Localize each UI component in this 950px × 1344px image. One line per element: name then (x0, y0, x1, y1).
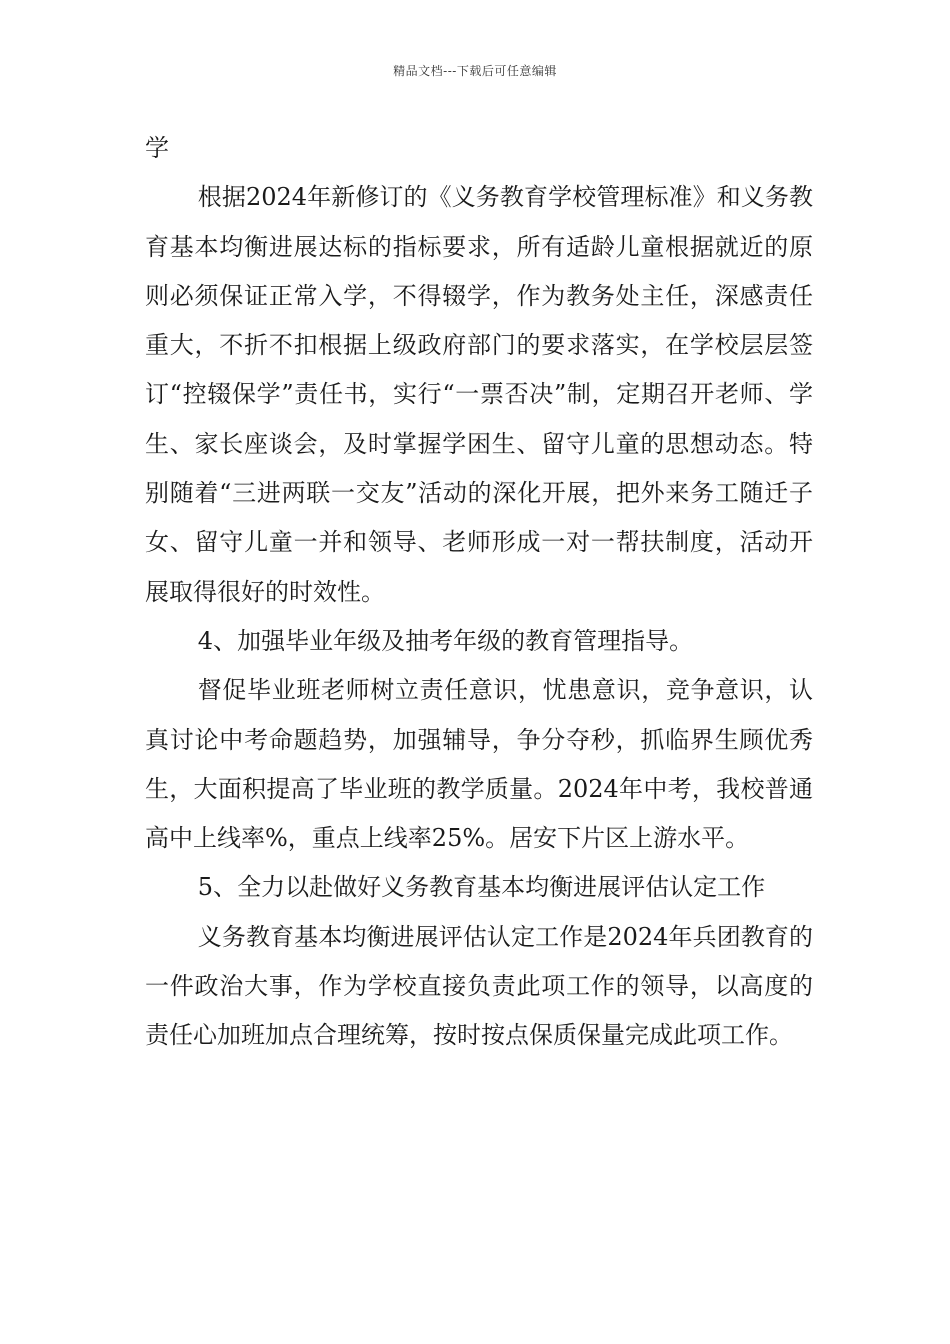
section-heading-4: 4、加强毕业年级及抽考年级的教育管理指导。 (197, 626, 694, 655)
page-header-watermark: 精品文档---下载后可任意编辑 (393, 64, 557, 78)
paragraph-continuation: 学 (145, 134, 169, 162)
paragraph-graduation: 督促毕业班老师树立责任意识，忧患意识，竞争意识，认真讨论中考命题趋势，加强辅导，争分夺秒，抓临界生顾优秀生，大面积提高了毕业班的教学质量。2024年中考，我校普通高中上线率%，重点上线率25%。居安下片区上游水平。 (145, 676, 813, 853)
paragraph-enrollment: 根据2024年新修订的《义务教育学校管理标准》和义务教育基本均衡进展达标的指标要求，所有适龄儿童根据就近的原则必须保证正常入学，不得辍学，作为教务处主任，深感责任重大，不折不扣根据上级政府部门的要求落实，在学校层层签订“控辍保学”责任书，实行“一票否决”制，定期召开老师、学生、家长座谈会，及时掌握学困生、留守儿童的思想动态。特别随着“三进两联一交友”活动的深化开展，把外来务工随迁子女、留守儿童一并和领导、老师形成一对一帮扶制度，活动开展取得很好的时效性。 (145, 183, 813, 606)
document-body (145, 124, 813, 1061)
section-heading-5: 5、全力以赴做好义务教育基本均衡进展评估认定工作 (197, 873, 766, 902)
paragraph-assessment: 义务教育基本均衡进展评估认定工作是2024年兵团教育的一件政治大事，作为学校直接负责此项工作的领导，以高度的责任心加班加点合理统筹，按时按点保质保量完成此项工作。 (145, 922, 813, 1050)
